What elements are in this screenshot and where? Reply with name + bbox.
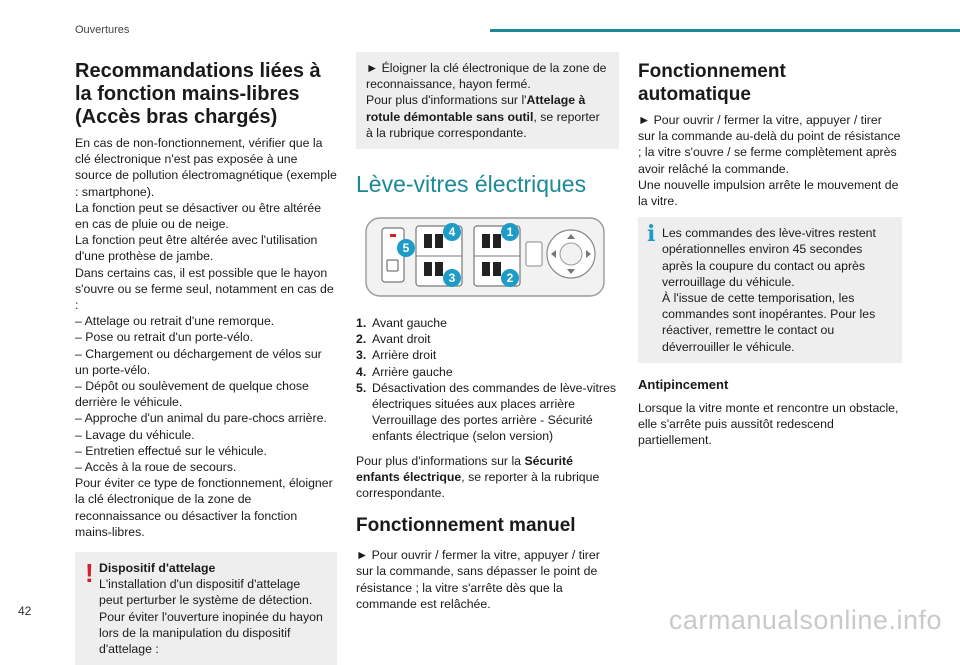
section-title-manual-operation: Fonctionnement manuel [356, 515, 576, 537]
note-reference: Pour plus d'informations sur l'Attelage à rotule démontable sans outil, se reporter à la rubrique correspondante. [366, 93, 600, 140]
column-middle [356, 52, 619, 612]
list-item: – Attelage ou retrait d'une remorque. [75, 314, 275, 329]
window-switch-panel-illustration [364, 214, 614, 300]
callout-number-5: 5 [402, 241, 410, 256]
paragraph: Une nouvelle impulsion arrête le mouvement de la vitre. [638, 177, 899, 209]
section-title-anti-pinch: Antipincement [638, 376, 729, 392]
info-box-timer [638, 217, 902, 363]
child-safety-reference: Pour plus d'informations sur la Sécurité enfants électrique, se reporter à la rubrique correspondante. [356, 453, 600, 501]
paragraph: ► Pour ouvrir / fermer la vitre, appuyer / tirer sur la commande au-delà du point de résistance ; la vitre s'ouvre / se ferme complètement après avoir relâché la commande. [638, 113, 901, 176]
info-text: Les commandes des lève-vitres restent opérationnelles environ 45 secondes après la coupure du contact ou après verrouillage du véhicule. [662, 226, 876, 289]
list-item: 1. Avant gauche [356, 316, 447, 331]
column-right [638, 60, 902, 448]
list-item: – Approche d'un animal du pare-chocs arrière. [75, 411, 327, 426]
list-item: – Lavage du véhicule. [75, 427, 195, 442]
switch-legend-list [356, 315, 619, 445]
section-title-power-windows: Lève-vitres électriques [356, 171, 587, 198]
paragraph: En cas de non-fonctionnement, vérifier que la clé électronique n'est pas exposée à une source de pollution électromagnétique (exemple : smartphone). [75, 136, 337, 199]
warning-box-towing [75, 552, 337, 665]
child-lock-led [390, 234, 396, 237]
warning-icon: ! [85, 558, 94, 589]
paragraph: La fonction peut être altérée avec l'utilisation d'une prothèse de jambe. [75, 233, 318, 264]
note-line: ► Éloigner la clé électronique de la zone de reconnaissance, hayon fermé. [366, 61, 607, 92]
list-item: 3. Arrière droit [356, 348, 437, 363]
column-left [75, 60, 337, 665]
list-item: 5. Désactivation des commandes de lève-vitres électriques situées aux places arrière Verrouillage des portes arrière - Sécurité enfants électrique (selon version) [356, 380, 616, 444]
section-title-hands-free: Recommandations liées à la fonction mains-libres (Accès bras chargés) [75, 60, 321, 128]
callout-number-2: 2 [506, 271, 514, 286]
info-icon: i [647, 221, 656, 248]
hands-free-text [75, 135, 337, 540]
info-text: À l'issue de cette temporisation, les commandes sont inopérantes. Pour les réactiver, remettre le contact ou déverrouiller le véhicule. [662, 291, 876, 354]
mirror-control-center [560, 243, 582, 265]
list-item: – Chargement ou déchargement de vélos sur un porte-vélo. [75, 346, 322, 377]
continued-note-box [356, 52, 619, 149]
list-item: – Dépôt ou soulèvement de quelque chose derrière le véhicule. [75, 379, 309, 410]
list-item: – Entretien effectué sur le véhicule. [75, 443, 267, 458]
paragraph: Pour éviter ce type de fonctionnement, éloigner la clé électronique de la zone de reconnaissance ou désactiver la fonction mains-libres. [75, 476, 333, 539]
warning-text: Pour éviter l'ouverture inopinée du hayon lors de la manipulation du dispositif d'attelage : [99, 609, 323, 657]
list-item: – Accès à la roue de secours. [75, 460, 237, 475]
header-rule [490, 29, 960, 32]
warning-title: Dispositif d'attelage [99, 561, 216, 576]
footer-watermark: carmanualsonline.info [668, 605, 942, 635]
mirror-select-switch [526, 242, 542, 266]
list-item: – Pose ou retrait d'un porte-vélo. [75, 330, 254, 345]
paragraph: La fonction peut se désactiver ou être altérée en cas de pluie ou de neige. [75, 200, 322, 232]
list-item: 4. Arrière gauche [356, 364, 453, 379]
section-title-automatic-operation: Fonctionnement automatique [638, 61, 786, 105]
warning-text: L'installation d'un dispositif d'attelage peut perturber le système de détection. [99, 577, 313, 608]
manual-operation-text: ► Pour ouvrir / fermer la vitre, appuyer / tirer sur la commande, sans dépasser le point de résistance ; la vitre s'arrête dès que la commande est relâchée. [356, 548, 600, 611]
running-head: Ouvertures [75, 24, 130, 36]
list-item: 2. Avant droit [356, 332, 431, 347]
callout-number-4: 4 [448, 225, 456, 240]
callout-number-3: 3 [448, 271, 456, 286]
anti-pinch-text: Lorsque la vitre monte et rencontre un obstacle, elle s'arrête puis aussitôt redescend partiellement. [638, 400, 899, 448]
page-number: 42 [18, 604, 32, 618]
callout-number-1: 1 [506, 225, 514, 240]
paragraph: Dans certains cas, il est possible que le hayon s'ouvre ou se ferme seul, notamment en cas de : [75, 265, 334, 313]
